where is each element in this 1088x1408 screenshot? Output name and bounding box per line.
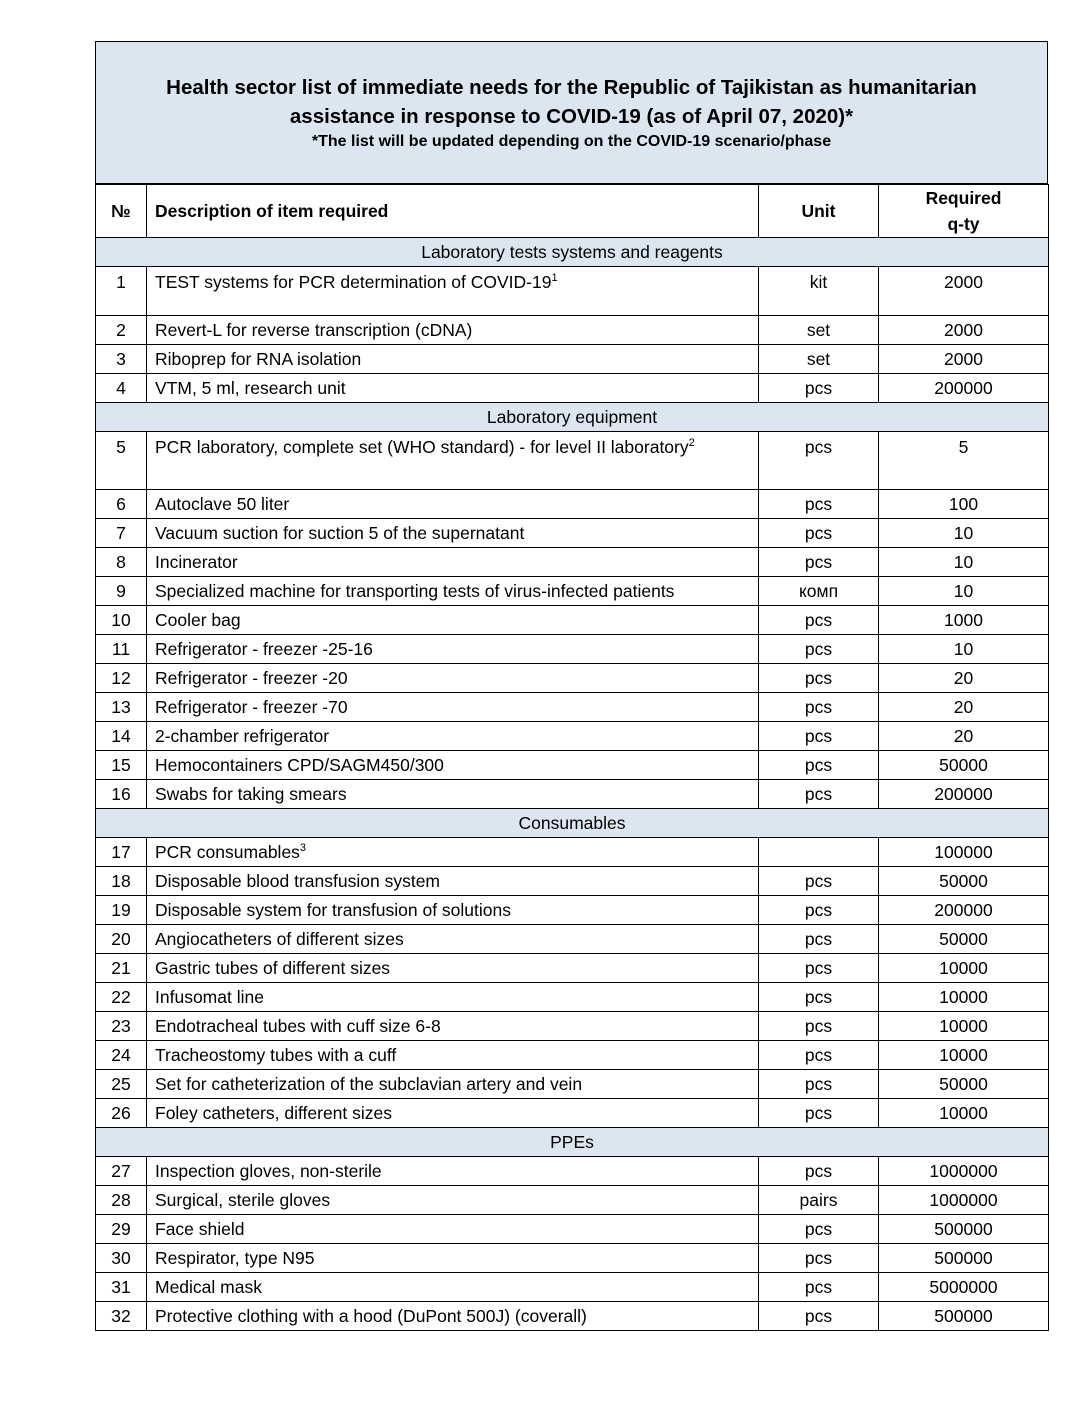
item-quantity: 10000 — [879, 1041, 1049, 1070]
item-description-text: Angiocatheters of different sizes — [155, 929, 404, 949]
item-description — [147, 577, 759, 606]
section-title: PPEs — [96, 1128, 1049, 1157]
item-description — [147, 867, 759, 896]
item-quantity: 10 — [879, 635, 1049, 664]
section-title: Laboratory tests systems and reagents — [96, 238, 1049, 267]
item-number: 17 — [96, 838, 147, 867]
item-description-text: Endotracheal tubes with cuff size 6-8 — [155, 1016, 441, 1036]
item-unit: kit — [759, 267, 879, 316]
item-description-text: PCR consumables — [155, 842, 300, 862]
item-quantity: 10 — [879, 548, 1049, 577]
item-number: 7 — [96, 519, 147, 548]
item-description-text: Cooler bag — [155, 610, 241, 630]
needs-table — [95, 184, 1049, 1331]
table-row — [96, 722, 1049, 751]
table-row — [96, 664, 1049, 693]
item-quantity: 10000 — [879, 1099, 1049, 1128]
item-quantity: 20 — [879, 664, 1049, 693]
item-description — [147, 751, 759, 780]
footnote-marker: 3 — [299, 842, 307, 855]
item-number: 19 — [96, 896, 147, 925]
item-number: 11 — [96, 635, 147, 664]
item-number: 3 — [96, 345, 147, 374]
footnote-marker: 1 — [551, 272, 558, 285]
item-number: 27 — [96, 1157, 147, 1186]
item-number: 23 — [96, 1012, 147, 1041]
table-row — [96, 1070, 1049, 1099]
table-row — [96, 954, 1049, 983]
item-description — [147, 983, 759, 1012]
item-quantity: 500000 — [879, 1302, 1049, 1331]
item-description-text: Vacuum suction for suction 5 of the supernatant — [155, 523, 525, 543]
item-number: 32 — [96, 1302, 147, 1331]
footnote-marker: 2 — [688, 437, 695, 450]
item-quantity: 10000 — [879, 1012, 1049, 1041]
item-description — [147, 838, 759, 867]
item-quantity: 2000 — [879, 345, 1049, 374]
item-number: 9 — [96, 577, 147, 606]
item-description-text: Riboprep for RNA isolation — [155, 349, 362, 369]
item-description-text: Tracheostomy tubes with a cuff — [155, 1045, 397, 1065]
item-quantity: 20 — [879, 722, 1049, 751]
item-number: 14 — [96, 722, 147, 751]
item-unit: pcs — [759, 722, 879, 751]
item-unit: pcs — [759, 374, 879, 403]
section-title: Laboratory equipment — [96, 403, 1049, 432]
item-unit: pcs — [759, 1244, 879, 1273]
item-quantity: 50000 — [879, 925, 1049, 954]
table-row — [96, 1099, 1049, 1128]
item-unit: pcs — [759, 693, 879, 722]
table-row — [96, 519, 1049, 548]
item-quantity: 500000 — [879, 1215, 1049, 1244]
item-description-text: Protective clothing with a hood (DuPont 500J) (coverall) — [155, 1306, 587, 1326]
item-unit: set — [759, 316, 879, 345]
table-row — [96, 1215, 1049, 1244]
item-description-text: Specialized machine for transporting tests of virus-infected patients — [155, 581, 675, 601]
item-number: 2 — [96, 316, 147, 345]
item-description — [147, 664, 759, 693]
item-number: 24 — [96, 1041, 147, 1070]
table-row — [96, 577, 1049, 606]
table-row — [96, 490, 1049, 519]
item-description-text: Refrigerator - freezer -25-16 — [155, 639, 373, 659]
item-quantity: 200000 — [879, 780, 1049, 809]
item-number: 29 — [96, 1215, 147, 1244]
item-quantity: 100 — [879, 490, 1049, 519]
item-description-text: Face shield — [155, 1219, 245, 1239]
item-unit: pcs — [759, 664, 879, 693]
item-description — [147, 954, 759, 983]
item-unit: pcs — [759, 1099, 879, 1128]
title-line-1: Health sector list of immediate needs for the Republic of Tajikistan as humanitarian — [166, 76, 977, 99]
item-unit: pcs — [759, 1215, 879, 1244]
item-number: 13 — [96, 693, 147, 722]
title-note: *The list will be updated depending on the COVID-19 scenario/phase — [311, 133, 832, 150]
item-unit: pcs — [759, 780, 879, 809]
item-quantity: 1000000 — [879, 1186, 1049, 1215]
item-unit: pcs — [759, 635, 879, 664]
table-row — [96, 867, 1049, 896]
table-row — [96, 1041, 1049, 1070]
item-description — [147, 1273, 759, 1302]
item-number: 25 — [96, 1070, 147, 1099]
item-unit: set — [759, 345, 879, 374]
header-description: Description of item required — [147, 185, 759, 238]
table-row — [96, 693, 1049, 722]
section-row — [96, 403, 1049, 432]
item-description — [147, 635, 759, 664]
item-unit: pcs — [759, 1302, 879, 1331]
needs-table-body — [96, 185, 1049, 1331]
item-description-text: Infusomat line — [155, 987, 264, 1007]
item-quantity: 20 — [879, 693, 1049, 722]
item-quantity: 50000 — [879, 751, 1049, 780]
item-description — [147, 548, 759, 577]
item-unit: pcs — [759, 548, 879, 577]
section-row — [96, 809, 1049, 838]
item-number: 31 — [96, 1273, 147, 1302]
item-description — [147, 606, 759, 635]
item-description — [147, 1012, 759, 1041]
item-unit: pcs — [759, 925, 879, 954]
item-unit: комп — [759, 577, 879, 606]
item-description — [147, 267, 759, 316]
item-quantity: 2000 — [879, 267, 1049, 316]
item-description — [147, 1215, 759, 1244]
header-qty-line1: Required — [925, 188, 1002, 208]
item-number: 26 — [96, 1099, 147, 1128]
item-description-text: Surgical, sterile gloves — [155, 1190, 331, 1210]
header-row — [96, 185, 1049, 238]
section-row — [96, 238, 1049, 267]
item-description — [147, 925, 759, 954]
item-description-text: 2-chamber refrigerator — [155, 726, 330, 746]
item-description — [147, 374, 759, 403]
item-quantity: 1000000 — [879, 1157, 1049, 1186]
item-unit: pcs — [759, 519, 879, 548]
table-row — [96, 1273, 1049, 1302]
header-unit: Unit — [759, 185, 879, 238]
item-quantity: 10000 — [879, 954, 1049, 983]
item-number: 6 — [96, 490, 147, 519]
item-description — [147, 780, 759, 809]
item-number: 15 — [96, 751, 147, 780]
item-description-text: Swabs for taking smears — [155, 784, 347, 804]
item-unit: pcs — [759, 896, 879, 925]
item-unit: pcs — [759, 1041, 879, 1070]
item-description-text: Disposable blood transfusion system — [155, 871, 441, 891]
item-description-text: Revert-L for reverse transcription (cDNA) — [155, 320, 473, 340]
table-row — [96, 548, 1049, 577]
item-description — [147, 345, 759, 374]
item-description — [147, 1041, 759, 1070]
item-description — [147, 519, 759, 548]
item-description — [147, 1302, 759, 1331]
item-description — [147, 1244, 759, 1273]
item-description-text: Disposable system for transfusion of solutions — [155, 900, 511, 920]
item-quantity: 5 — [879, 432, 1049, 490]
item-unit: pairs — [759, 1186, 879, 1215]
table-row — [96, 316, 1049, 345]
section-title: Consumables — [96, 809, 1049, 838]
item-number: 22 — [96, 983, 147, 1012]
item-description-text: Foley catheters, different sizes — [155, 1103, 393, 1123]
table-row — [96, 1186, 1049, 1215]
item-description-text: Gastric tubes of different sizes — [155, 958, 391, 978]
item-number: 8 — [96, 548, 147, 577]
table-row — [96, 1157, 1049, 1186]
item-description-text: PCR laboratory, complete set (WHO standard) - for level II laboratory — [155, 437, 689, 457]
item-unit: pcs — [759, 1157, 879, 1186]
item-description-text: Hemocontainers CPD/SAGM450/300 — [155, 755, 444, 775]
item-description-text: Set for catheterization of the subclavian artery and vein — [155, 1074, 583, 1094]
table-row — [96, 925, 1049, 954]
section-row — [96, 1128, 1049, 1157]
item-description-text: TEST systems for PCR determination of COVID-19 — [155, 272, 552, 292]
item-description-text: Inspection gloves, non-sterile — [155, 1161, 382, 1181]
item-description-text: Refrigerator - freezer -20 — [155, 668, 348, 688]
item-number: 28 — [96, 1186, 147, 1215]
item-number: 18 — [96, 867, 147, 896]
item-quantity: 100000 — [879, 838, 1049, 867]
item-number: 10 — [96, 606, 147, 635]
item-description-text: Autoclave 50 liter — [155, 494, 290, 514]
table-row — [96, 780, 1049, 809]
item-quantity: 50000 — [879, 1070, 1049, 1099]
item-number: 20 — [96, 925, 147, 954]
item-description — [147, 896, 759, 925]
item-unit: pcs — [759, 432, 879, 490]
item-unit: pcs — [759, 1070, 879, 1099]
item-unit: pcs — [759, 1012, 879, 1041]
item-quantity: 200000 — [879, 374, 1049, 403]
header-qty-line2: q-ty — [947, 214, 980, 234]
table-row — [96, 432, 1049, 490]
table-row — [96, 1244, 1049, 1273]
item-description — [147, 1186, 759, 1215]
item-quantity: 10000 — [879, 983, 1049, 1012]
table-row — [96, 1012, 1049, 1041]
table-row — [96, 896, 1049, 925]
item-unit: pcs — [759, 490, 879, 519]
item-unit: pcs — [759, 954, 879, 983]
item-number: 30 — [96, 1244, 147, 1273]
title-box — [95, 41, 1048, 184]
item-description — [147, 1070, 759, 1099]
item-description-text: Respirator, type N95 — [155, 1248, 315, 1268]
table-row — [96, 1302, 1049, 1331]
item-quantity: 10 — [879, 577, 1049, 606]
item-unit: pcs — [759, 867, 879, 896]
header-num: № — [96, 185, 147, 238]
item-unit: pcs — [759, 983, 879, 1012]
title-line-2: assistance in response to COVID-19 (as of April 07, 2020)* — [289, 105, 854, 128]
item-unit: pcs — [759, 606, 879, 635]
item-description-text: Medical mask — [155, 1277, 262, 1297]
item-number: 16 — [96, 780, 147, 809]
table-row — [96, 606, 1049, 635]
item-number: 4 — [96, 374, 147, 403]
item-description-text: Incinerator — [155, 552, 238, 572]
item-quantity: 2000 — [879, 316, 1049, 345]
table-row — [96, 374, 1049, 403]
item-quantity: 10 — [879, 519, 1049, 548]
item-unit — [759, 838, 879, 867]
item-description — [147, 432, 759, 490]
table-row — [96, 983, 1049, 1012]
item-quantity: 5000000 — [879, 1273, 1049, 1302]
table-row — [96, 345, 1049, 374]
item-description-text: VTM, 5 ml, research unit — [155, 378, 346, 398]
table-row — [96, 267, 1049, 316]
item-number: 12 — [96, 664, 147, 693]
table-row — [96, 838, 1049, 867]
item-number: 5 — [96, 432, 147, 490]
item-description — [147, 693, 759, 722]
item-description — [147, 1099, 759, 1128]
item-quantity: 50000 — [879, 867, 1049, 896]
item-description — [147, 722, 759, 751]
item-unit: pcs — [759, 1273, 879, 1302]
item-quantity: 500000 — [879, 1244, 1049, 1273]
item-unit: pcs — [759, 751, 879, 780]
item-number: 1 — [96, 267, 147, 316]
header-qty — [879, 185, 1049, 238]
item-number: 21 — [96, 954, 147, 983]
item-description — [147, 1157, 759, 1186]
item-description — [147, 316, 759, 345]
table-row — [96, 635, 1049, 664]
table-row — [96, 751, 1049, 780]
item-quantity: 1000 — [879, 606, 1049, 635]
item-quantity: 200000 — [879, 896, 1049, 925]
item-description-text: Refrigerator - freezer -70 — [155, 697, 348, 717]
item-description — [147, 490, 759, 519]
document — [95, 41, 1048, 1331]
